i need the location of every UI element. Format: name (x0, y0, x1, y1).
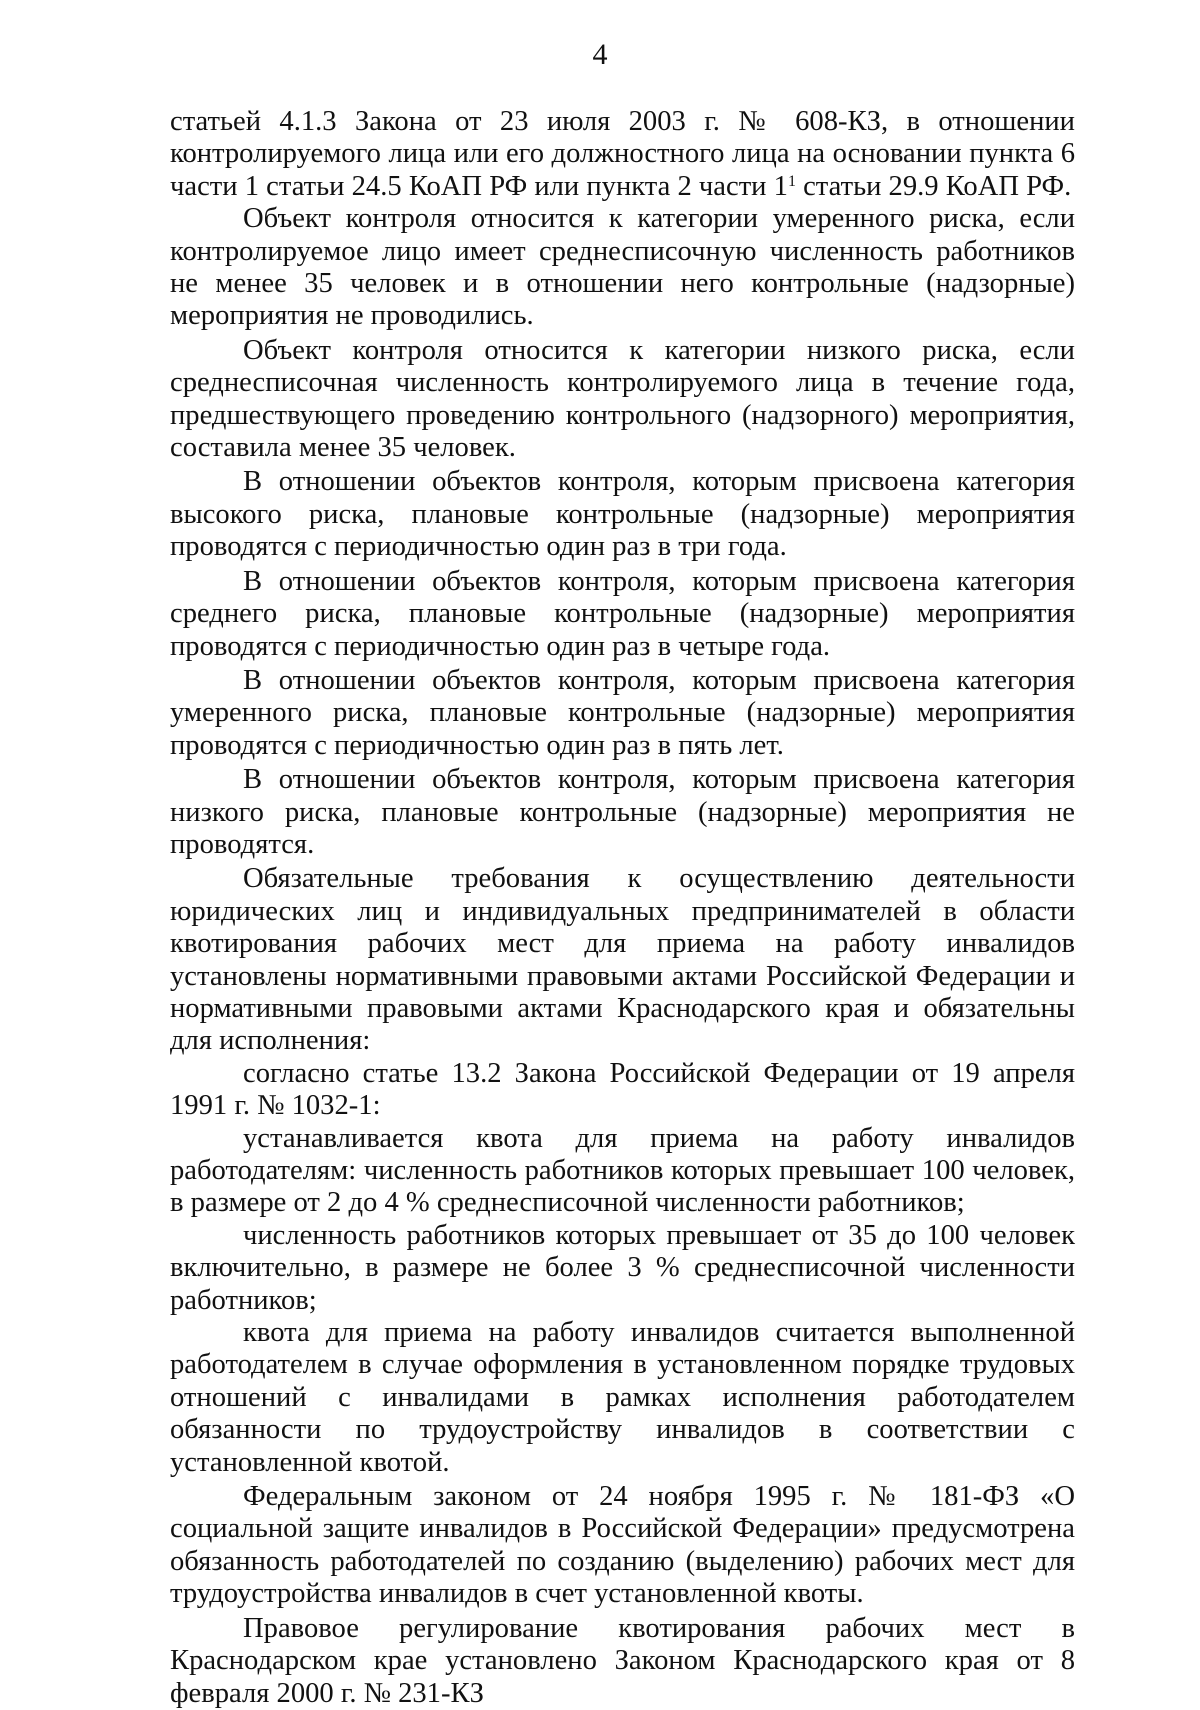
page-number: 4 (592, 38, 608, 71)
paragraph-6: В отношении объектов контроля, которым присвоена категория умеренного риска, плановые контрольные (надзорные) мероприятия проводятся с периодичностью один раз в пять лет. (170, 664, 1075, 761)
document-body (170, 106, 1075, 1710)
paragraph-1 (170, 106, 1075, 203)
paragraph-5: В отношении объектов контроля, которым присвоена категория среднего риска, плановые контрольные (надзорные) мероприятия проводятся с периодичностью один раз в четыре года. (170, 565, 1075, 662)
paragraph-9: согласно статье 13.2 Закона Российской Федерации от 19 апреля 1991 г. № 1032-1: (170, 1057, 1075, 1122)
paragraph-8: Обязательные требования к осуществлению деятельности юридических лиц и индивидуальных предпринимателей в области квотирования рабочих мест для приема на работу инвалидов установлены нормативными правовыми актами Российской Федерации и нормативными правовыми актами Краснодарского края и обязательны для исполнения: (170, 863, 1075, 1057)
paragraph-4: В отношении объектов контроля, которым присвоена категория высокого риска, плановые контрольные (надзорные) мероприятия проводятся с периодичностью один раз в три года. (170, 466, 1075, 563)
paragraph-10: устанавливается квота для приема на работу инвалидов работодателям: численность работников которых превышает 100 человек, в размере от 2 до 4 % среднесписочной численности работников; (170, 1122, 1075, 1219)
paragraph-2: Объект контроля относится к категории умеренного риска, если контролируемое лицо имеет среднесписочную численность работников не менее 35 человек и в отношении него контрольные (надзорные) мероприятия не проводились. (170, 203, 1075, 332)
paragraph-13: Федеральным законом от 24 ноября 1995 г. № 181-ФЗ «О социальной защите инвалидов в Российской Федерации» предусмотрена обязанность работодателей по созданию (выделению) рабочих мест для трудоустройства инвалидов в счет установленной квоты. (170, 1481, 1075, 1610)
paragraph-14: Правовое регулирование квотирования рабочих мест в Краснодарском крае установлено Законом Краснодарского края от 8 февраля 2000 г. № 231-КЗ (170, 1612, 1075, 1709)
paragraph-3: Объект контроля относится к категории низкого риска, если среднесписочная численность контролируемого лица в течение года, предшествующего проведению контрольного (надзорного) мероприятия, составила менее 35 человек. (170, 334, 1075, 464)
paragraph-1-tail: статьи 29.9 КоАП РФ. (795, 170, 1072, 202)
paragraph-11: численность работников которых превышает от 35 до 100 человек включительно, в размере не более 3 % среднесписочной численности работников; (170, 1219, 1075, 1316)
paragraph-7: В отношении объектов контроля, которым присвоена категория низкого риска, плановые контрольные (надзорные) мероприятия не проводятся. (170, 764, 1075, 860)
superscript-index: 1 (787, 172, 796, 190)
paragraph-12: квота для приема на работу инвалидов считается выполненной работодателем в случае оформления в установленном порядке трудовых отношений с инвалидами в рамках исполнения работодателем обязанности по трудоустройству инвалидов в соответствии с установленной квотой. (170, 1317, 1075, 1478)
paragraph-1-text: статьей 4.1.3 Закона от 23 июля 2003 г. № 608-КЗ, в отношении контролируемого лица или его должностного лица на основании пункта 6 части 1 статьи 24.5 КоАП РФ или пункта 2 части 1 (170, 106, 1075, 202)
